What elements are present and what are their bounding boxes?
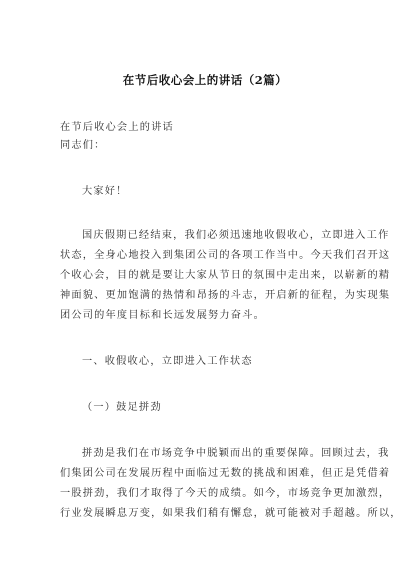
salutation: 同志们： <box>60 140 106 151</box>
document-title: 在节后收心会上的讲话（2篇） <box>122 73 288 87</box>
paragraph-line: 拼劲是我们在市场竞争中脱颖而出的重要保障。回顾过去，我 <box>82 448 390 459</box>
greeting: 大家好！ <box>82 186 128 197</box>
paragraph-line: 行业发展瞬息万变，如果我们稍有懈怠，就可能被对手超越。所以， <box>60 508 402 519</box>
paragraph-line: 个收心会，目的就是要让大家从节日的氛围中走出来，以崭新的精 <box>60 270 391 281</box>
document-subtitle: 在节后收心会上的讲话 <box>60 122 174 133</box>
paragraph-line: 神面貌、更加饱满的热情和昂扬的斗志，开启新的征程，为实现集 <box>60 290 391 301</box>
paragraph-line: 状态，全身心地投入到集团公司的各项工作当中。今天我们召开这 <box>60 250 391 261</box>
paragraph-line: 们集团公司在发展历程中面临过无数的挑战和困难，但正是凭借着 <box>60 468 391 479</box>
paragraph-line: 团公司的年度目标和长远发展努力奋斗。 <box>60 310 265 321</box>
paragraph-line: 一股拼劲，我们才取得了今天的成绩。如今，市场竞争更加激烈， <box>60 488 391 499</box>
section-heading: 一、收假收心，立即进入工作状态 <box>82 356 253 367</box>
subsection-heading: （一）鼓足拼劲 <box>82 402 162 413</box>
paragraph-line: 国庆假期已经结束，我们必须迅速地收假收心，立即进入工作 <box>82 230 390 241</box>
